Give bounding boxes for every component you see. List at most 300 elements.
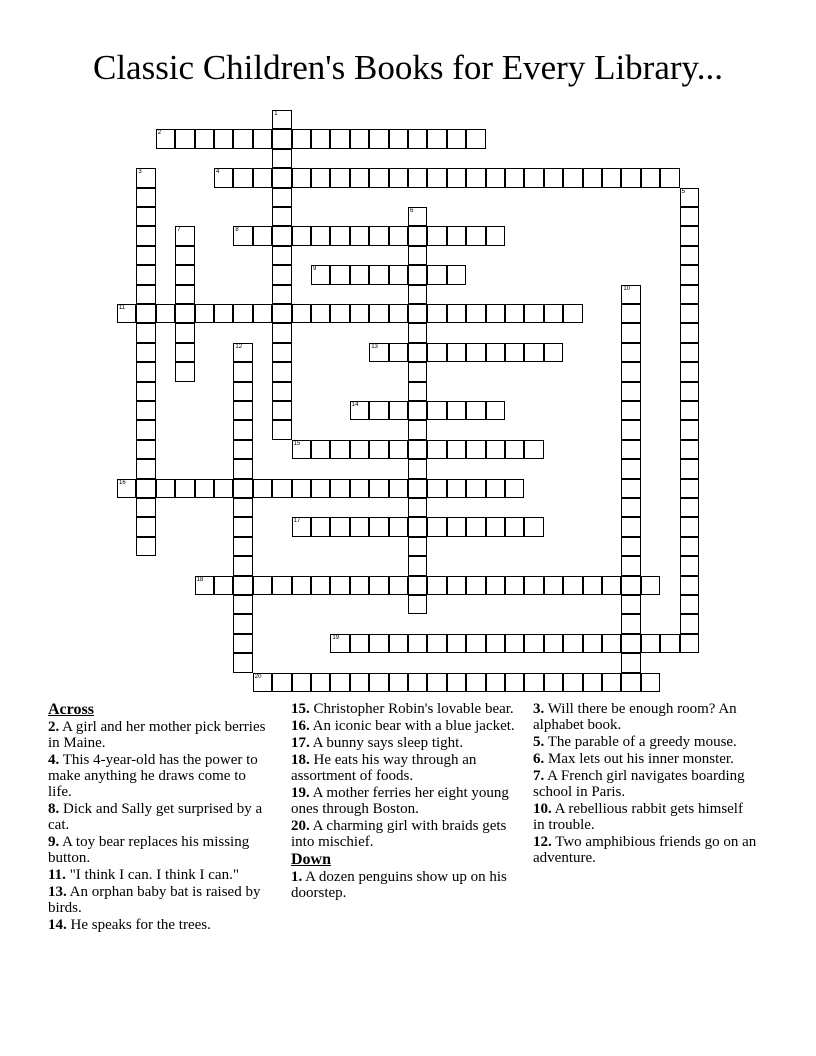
grid-cell[interactable]: [621, 420, 640, 439]
grid-cell[interactable]: [369, 343, 388, 362]
grid-cell[interactable]: [233, 479, 252, 498]
grid-cell[interactable]: [195, 576, 214, 595]
grid-cell[interactable]: [621, 556, 640, 575]
grid-cell[interactable]: [272, 401, 291, 420]
grid-cell[interactable]: [505, 517, 524, 536]
grid-cell[interactable]: [408, 517, 427, 536]
grid-cell[interactable]: [486, 634, 505, 653]
grid-cell[interactable]: [680, 614, 699, 633]
grid-cell[interactable]: [408, 265, 427, 284]
grid-cell[interactable]: [427, 517, 446, 536]
grid-cell[interactable]: [175, 265, 194, 284]
grid-cell[interactable]: [389, 343, 408, 362]
grid-cell[interactable]: [272, 304, 291, 323]
grid-cell[interactable]: [621, 304, 640, 323]
grid-cell[interactable]: [350, 226, 369, 245]
grid-cell[interactable]: [621, 673, 640, 692]
grid-cell[interactable]: [175, 479, 194, 498]
grid-cell[interactable]: [233, 304, 252, 323]
grid-cell[interactable]: [621, 459, 640, 478]
grid-cell[interactable]: [136, 323, 155, 342]
grid-cell[interactable]: [486, 226, 505, 245]
grid-cell[interactable]: [136, 285, 155, 304]
grid-cell[interactable]: [233, 517, 252, 536]
grid-cell[interactable]: [680, 420, 699, 439]
grid-cell[interactable]: [602, 673, 621, 692]
grid-cell[interactable]: [311, 517, 330, 536]
grid-cell[interactable]: [447, 634, 466, 653]
grid-cell[interactable]: [408, 556, 427, 575]
grid-cell[interactable]: [156, 129, 175, 148]
grid-cell[interactable]: [447, 168, 466, 187]
grid-cell[interactable]: [602, 168, 621, 187]
grid-cell[interactable]: [486, 440, 505, 459]
grid-cell[interactable]: [233, 168, 252, 187]
grid-cell[interactable]: [505, 576, 524, 595]
grid-cell[interactable]: [680, 576, 699, 595]
grid-cell[interactable]: [544, 304, 563, 323]
grid-cell[interactable]: [621, 168, 640, 187]
grid-cell[interactable]: [621, 576, 640, 595]
grid-cell[interactable]: [408, 440, 427, 459]
grid-cell[interactable]: [447, 517, 466, 536]
grid-cell[interactable]: [233, 129, 252, 148]
grid-cell[interactable]: [563, 576, 582, 595]
grid-cell[interactable]: [272, 246, 291, 265]
grid-cell[interactable]: [369, 168, 388, 187]
grid-cell[interactable]: [505, 673, 524, 692]
grid-cell[interactable]: [389, 304, 408, 323]
grid-cell[interactable]: [389, 517, 408, 536]
grid-cell[interactable]: [292, 304, 311, 323]
grid-cell[interactable]: [680, 343, 699, 362]
grid-cell[interactable]: [330, 517, 349, 536]
grid-cell[interactable]: [583, 634, 602, 653]
grid-cell[interactable]: [233, 382, 252, 401]
grid-cell[interactable]: [292, 440, 311, 459]
grid-cell[interactable]: [524, 440, 543, 459]
grid-cell[interactable]: [680, 207, 699, 226]
grid-cell[interactable]: [486, 576, 505, 595]
grid-cell[interactable]: [680, 401, 699, 420]
grid-cell[interactable]: [408, 382, 427, 401]
grid-cell[interactable]: [621, 498, 640, 517]
grid-cell[interactable]: [389, 226, 408, 245]
grid-cell[interactable]: [389, 129, 408, 148]
grid-cell[interactable]: [563, 673, 582, 692]
grid-cell[interactable]: [466, 634, 485, 653]
grid-cell[interactable]: [408, 401, 427, 420]
grid-cell[interactable]: [350, 265, 369, 284]
grid-cell[interactable]: [272, 362, 291, 381]
grid-cell[interactable]: [408, 285, 427, 304]
grid-cell[interactable]: [369, 634, 388, 653]
grid-cell[interactable]: [680, 459, 699, 478]
grid-cell[interactable]: [195, 129, 214, 148]
grid-cell[interactable]: [680, 634, 699, 653]
grid-cell[interactable]: [272, 479, 291, 498]
grid-cell[interactable]: [486, 304, 505, 323]
grid-cell[interactable]: [136, 420, 155, 439]
grid-cell[interactable]: [311, 265, 330, 284]
grid-cell[interactable]: [680, 323, 699, 342]
grid-cell[interactable]: [466, 440, 485, 459]
grid-cell[interactable]: [583, 576, 602, 595]
grid-cell[interactable]: [350, 634, 369, 653]
grid-cell[interactable]: [466, 129, 485, 148]
grid-cell[interactable]: [408, 323, 427, 342]
grid-cell[interactable]: [524, 168, 543, 187]
grid-cell[interactable]: [427, 673, 446, 692]
grid-cell[interactable]: [621, 323, 640, 342]
grid-cell[interactable]: [136, 343, 155, 362]
grid-cell[interactable]: [680, 479, 699, 498]
grid-cell[interactable]: [369, 226, 388, 245]
grid-cell[interactable]: [233, 614, 252, 633]
grid-cell[interactable]: [544, 576, 563, 595]
grid-cell[interactable]: [330, 168, 349, 187]
grid-cell[interactable]: [447, 401, 466, 420]
grid-cell[interactable]: [447, 673, 466, 692]
grid-cell[interactable]: [292, 168, 311, 187]
grid-cell[interactable]: [447, 226, 466, 245]
grid-cell[interactable]: [524, 304, 543, 323]
grid-cell[interactable]: [408, 537, 427, 556]
grid-cell[interactable]: [389, 401, 408, 420]
grid-cell[interactable]: [466, 304, 485, 323]
grid-cell[interactable]: [195, 479, 214, 498]
grid-cell[interactable]: [621, 653, 640, 672]
grid-cell[interactable]: [505, 168, 524, 187]
grid-cell[interactable]: [505, 440, 524, 459]
grid-cell[interactable]: [583, 673, 602, 692]
grid-cell[interactable]: [233, 595, 252, 614]
grid-cell[interactable]: [136, 459, 155, 478]
grid-cell[interactable]: [272, 265, 291, 284]
grid-cell[interactable]: [233, 459, 252, 478]
grid-cell[interactable]: [233, 498, 252, 517]
grid-cell[interactable]: [621, 285, 640, 304]
grid-cell[interactable]: [292, 576, 311, 595]
grid-cell[interactable]: [641, 576, 660, 595]
grid-cell[interactable]: [233, 556, 252, 575]
grid-cell[interactable]: [136, 188, 155, 207]
grid-cell[interactable]: [369, 673, 388, 692]
grid-cell[interactable]: [272, 673, 291, 692]
grid-cell[interactable]: [272, 323, 291, 342]
grid-cell[interactable]: [272, 110, 291, 129]
grid-cell[interactable]: [447, 304, 466, 323]
grid-cell[interactable]: [272, 129, 291, 148]
grid-cell[interactable]: [544, 634, 563, 653]
grid-cell[interactable]: [389, 634, 408, 653]
grid-cell[interactable]: [466, 479, 485, 498]
grid-cell[interactable]: [233, 440, 252, 459]
grid-cell[interactable]: [175, 362, 194, 381]
grid-cell[interactable]: [311, 576, 330, 595]
grid-cell[interactable]: [292, 129, 311, 148]
grid-cell[interactable]: [233, 420, 252, 439]
grid-cell[interactable]: [311, 304, 330, 323]
grid-cell[interactable]: [253, 479, 272, 498]
grid-cell[interactable]: [466, 343, 485, 362]
grid-cell[interactable]: [233, 653, 252, 672]
grid-cell[interactable]: [330, 265, 349, 284]
grid-cell[interactable]: [466, 517, 485, 536]
grid-cell[interactable]: [369, 401, 388, 420]
grid-cell[interactable]: [680, 246, 699, 265]
grid-cell[interactable]: [272, 343, 291, 362]
grid-cell[interactable]: [427, 440, 446, 459]
grid-cell[interactable]: [505, 343, 524, 362]
grid-cell[interactable]: [447, 479, 466, 498]
grid-cell[interactable]: [680, 517, 699, 536]
grid-cell[interactable]: [136, 246, 155, 265]
grid-cell[interactable]: [272, 576, 291, 595]
grid-cell[interactable]: [524, 634, 543, 653]
grid-cell[interactable]: [369, 440, 388, 459]
grid-cell[interactable]: [233, 362, 252, 381]
grid-cell[interactable]: [408, 246, 427, 265]
grid-cell[interactable]: [544, 673, 563, 692]
grid-cell[interactable]: [136, 362, 155, 381]
grid-cell[interactable]: [680, 440, 699, 459]
grid-cell[interactable]: [175, 226, 194, 245]
grid-cell[interactable]: [486, 479, 505, 498]
grid-cell[interactable]: [505, 304, 524, 323]
grid-cell[interactable]: [233, 343, 252, 362]
grid-cell[interactable]: [350, 479, 369, 498]
grid-cell[interactable]: [427, 129, 446, 148]
grid-cell[interactable]: [136, 498, 155, 517]
grid-cell[interactable]: [214, 168, 233, 187]
grid-cell[interactable]: [660, 168, 679, 187]
grid-cell[interactable]: [311, 479, 330, 498]
grid-cell[interactable]: [330, 129, 349, 148]
grid-cell[interactable]: [330, 479, 349, 498]
grid-cell[interactable]: [427, 634, 446, 653]
grid-cell[interactable]: [311, 168, 330, 187]
grid-cell[interactable]: [272, 420, 291, 439]
grid-cell[interactable]: [641, 673, 660, 692]
grid-cell[interactable]: [233, 576, 252, 595]
grid-cell[interactable]: [369, 576, 388, 595]
grid-cell[interactable]: [272, 168, 291, 187]
grid-cell[interactable]: [408, 459, 427, 478]
grid-cell[interactable]: [563, 304, 582, 323]
grid-cell[interactable]: [272, 207, 291, 226]
grid-cell[interactable]: [583, 168, 602, 187]
grid-cell[interactable]: [136, 265, 155, 284]
grid-cell[interactable]: [680, 595, 699, 614]
grid-cell[interactable]: [330, 440, 349, 459]
grid-cell[interactable]: [136, 479, 155, 498]
grid-cell[interactable]: [621, 634, 640, 653]
grid-cell[interactable]: [117, 304, 136, 323]
grid-cell[interactable]: [389, 673, 408, 692]
grid-cell[interactable]: [136, 401, 155, 420]
grid-cell[interactable]: [408, 304, 427, 323]
grid-cell[interactable]: [680, 285, 699, 304]
grid-cell[interactable]: [466, 168, 485, 187]
grid-cell[interactable]: [621, 537, 640, 556]
grid-cell[interactable]: [272, 149, 291, 168]
grid-cell[interactable]: [427, 168, 446, 187]
grid-cell[interactable]: [292, 517, 311, 536]
grid-cell[interactable]: [350, 673, 369, 692]
grid-cell[interactable]: [621, 382, 640, 401]
grid-cell[interactable]: [680, 265, 699, 284]
grid-cell[interactable]: [563, 168, 582, 187]
grid-cell[interactable]: [369, 479, 388, 498]
grid-cell[interactable]: [524, 576, 543, 595]
grid-cell[interactable]: [427, 479, 446, 498]
grid-cell[interactable]: [311, 129, 330, 148]
grid-cell[interactable]: [524, 343, 543, 362]
grid-cell[interactable]: [136, 517, 155, 536]
grid-cell[interactable]: [389, 479, 408, 498]
grid-cell[interactable]: [408, 207, 427, 226]
grid-cell[interactable]: [330, 576, 349, 595]
grid-cell[interactable]: [680, 226, 699, 245]
grid-cell[interactable]: [272, 285, 291, 304]
grid-cell[interactable]: [544, 168, 563, 187]
grid-cell[interactable]: [447, 343, 466, 362]
grid-cell[interactable]: [389, 440, 408, 459]
grid-cell[interactable]: [389, 576, 408, 595]
grid-cell[interactable]: [621, 595, 640, 614]
grid-cell[interactable]: [214, 129, 233, 148]
grid-cell[interactable]: [350, 129, 369, 148]
grid-cell[interactable]: [447, 576, 466, 595]
grid-cell[interactable]: [427, 265, 446, 284]
grid-cell[interactable]: [175, 129, 194, 148]
grid-cell[interactable]: [214, 304, 233, 323]
grid-cell[interactable]: [680, 382, 699, 401]
grid-cell[interactable]: [408, 576, 427, 595]
grid-cell[interactable]: [311, 673, 330, 692]
grid-cell[interactable]: [330, 673, 349, 692]
grid-cell[interactable]: [330, 304, 349, 323]
grid-cell[interactable]: [544, 343, 563, 362]
grid-cell[interactable]: [660, 634, 679, 653]
grid-cell[interactable]: [253, 168, 272, 187]
grid-cell[interactable]: [486, 168, 505, 187]
grid-cell[interactable]: [408, 634, 427, 653]
grid-cell[interactable]: [136, 382, 155, 401]
grid-cell[interactable]: [136, 168, 155, 187]
grid-cell[interactable]: [466, 401, 485, 420]
grid-cell[interactable]: [272, 226, 291, 245]
grid-cell[interactable]: [156, 304, 175, 323]
grid-cell[interactable]: [680, 498, 699, 517]
grid-cell[interactable]: [621, 343, 640, 362]
grid-cell[interactable]: [369, 129, 388, 148]
grid-cell[interactable]: [253, 226, 272, 245]
grid-cell[interactable]: [136, 440, 155, 459]
grid-cell[interactable]: [136, 304, 155, 323]
grid-cell[interactable]: [330, 226, 349, 245]
grid-cell[interactable]: [389, 265, 408, 284]
grid-cell[interactable]: [350, 401, 369, 420]
grid-cell[interactable]: [466, 673, 485, 692]
grid-cell[interactable]: [486, 673, 505, 692]
grid-cell[interactable]: [408, 226, 427, 245]
grid-cell[interactable]: [524, 517, 543, 536]
grid-cell[interactable]: [408, 343, 427, 362]
grid-cell[interactable]: [330, 634, 349, 653]
grid-cell[interactable]: [350, 168, 369, 187]
grid-cell[interactable]: [136, 226, 155, 245]
grid-cell[interactable]: [408, 129, 427, 148]
grid-cell[interactable]: [136, 207, 155, 226]
grid-cell[interactable]: [408, 595, 427, 614]
grid-cell[interactable]: [233, 634, 252, 653]
grid-cell[interactable]: [466, 226, 485, 245]
grid-cell[interactable]: [350, 440, 369, 459]
grid-cell[interactable]: [447, 129, 466, 148]
grid-cell[interactable]: [447, 265, 466, 284]
grid-cell[interactable]: [292, 226, 311, 245]
grid-cell[interactable]: [117, 479, 136, 498]
grid-cell[interactable]: [408, 673, 427, 692]
grid-cell[interactable]: [602, 634, 621, 653]
grid-cell[interactable]: [621, 479, 640, 498]
grid-cell[interactable]: [369, 304, 388, 323]
grid-cell[interactable]: [621, 440, 640, 459]
grid-cell[interactable]: [389, 168, 408, 187]
grid-cell[interactable]: [233, 537, 252, 556]
grid-cell[interactable]: [505, 634, 524, 653]
grid-cell[interactable]: [641, 168, 660, 187]
grid-cell[interactable]: [408, 420, 427, 439]
grid-cell[interactable]: [350, 517, 369, 536]
grid-cell[interactable]: [563, 634, 582, 653]
grid-cell[interactable]: [621, 401, 640, 420]
grid-cell[interactable]: [466, 576, 485, 595]
grid-cell[interactable]: [369, 517, 388, 536]
grid-cell[interactable]: [505, 479, 524, 498]
grid-cell[interactable]: [427, 226, 446, 245]
grid-cell[interactable]: [486, 517, 505, 536]
grid-cell[interactable]: [408, 498, 427, 517]
grid-cell[interactable]: [680, 188, 699, 207]
grid-cell[interactable]: [408, 168, 427, 187]
grid-cell[interactable]: [350, 304, 369, 323]
grid-cell[interactable]: [524, 673, 543, 692]
grid-cell[interactable]: [272, 382, 291, 401]
grid-cell[interactable]: [214, 576, 233, 595]
grid-cell[interactable]: [253, 304, 272, 323]
grid-cell[interactable]: [136, 537, 155, 556]
grid-cell[interactable]: [408, 479, 427, 498]
grid-cell[interactable]: [195, 304, 214, 323]
grid-cell[interactable]: [621, 614, 640, 633]
grid-cell[interactable]: [680, 304, 699, 323]
grid-cell[interactable]: [253, 576, 272, 595]
grid-cell[interactable]: [680, 537, 699, 556]
grid-cell[interactable]: [175, 304, 194, 323]
grid-cell[interactable]: [427, 343, 446, 362]
grid-cell[interactable]: [311, 226, 330, 245]
grid-cell[interactable]: [350, 576, 369, 595]
grid-cell[interactable]: [486, 343, 505, 362]
grid-cell[interactable]: [621, 517, 640, 536]
grid-cell[interactable]: [214, 479, 233, 498]
grid-cell[interactable]: [253, 673, 272, 692]
grid-cell[interactable]: [175, 246, 194, 265]
grid-cell[interactable]: [292, 673, 311, 692]
